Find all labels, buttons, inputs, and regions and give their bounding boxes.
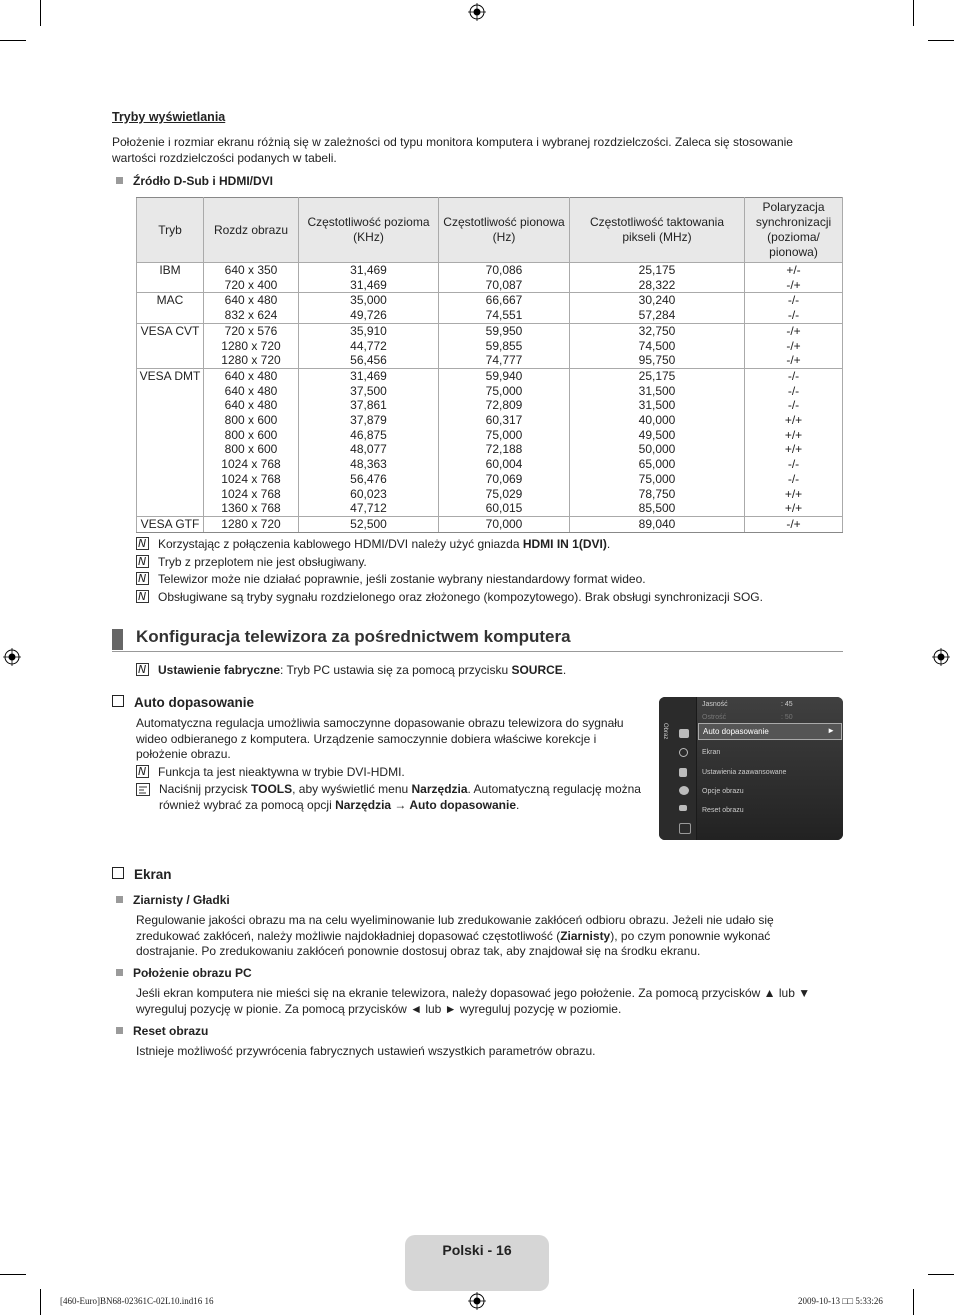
polarity-cell (745, 263, 843, 293)
menu-item-brightness: Jasność (702, 701, 728, 708)
screen-heading-text: Ekran (134, 867, 172, 882)
polarity-cell (745, 323, 843, 368)
vfreq-value: 66,667 (485, 293, 523, 308)
arrow-right-icon: ► (827, 726, 835, 735)
registration-mark-icon (932, 648, 950, 666)
note-text: Obsługiwane są tryby sygnału rozdzielonego oraz złożonego (kompozytowego). Brak obsługi synchronizacji SOG. (158, 590, 763, 604)
mode-value: MAC (156, 293, 184, 308)
resolution-value: 720 x 400 (224, 277, 278, 292)
mode-value: VESA GTF (140, 516, 200, 531)
polarity-value: -/- (787, 383, 800, 398)
menu-item-brightness-value: : 45 (781, 701, 793, 708)
polarity-value: -/+ (786, 516, 801, 531)
hfreq-value: 47,712 (350, 501, 387, 516)
pixel-clock-cell (570, 263, 745, 293)
vfreq-value: 74,777 (485, 353, 523, 368)
mode-cell (137, 368, 204, 516)
polarity-value: +/- (786, 263, 801, 277)
resolution-value: 640 x 480 (224, 398, 278, 413)
note-text: Tryb z przeplotem nie jest obsługiwany. (158, 555, 367, 569)
note-text: . (606, 537, 611, 551)
resolution-value: 640 x 480 (224, 368, 278, 383)
pc-position-text: Jeśli ekran komputera nie mieści się na ekranie telewizora, należy dopasować jego położenie. Za pomocą przycisków ▲ lub ▼ wyreguluj pozycję w pionie. Za pomocą przycisków ◄ lub ► wyreguluj pozycję w poziomie. (136, 986, 811, 1016)
menu-items (697, 697, 843, 840)
source-label-text: Źródło D-Sub i HDMI/DVI (133, 174, 273, 188)
vfreq-value: 75,000 (485, 427, 523, 442)
section-title: Konfiguracja telewizora za pośrednictwem komputera (136, 627, 571, 646)
coarse-fine-bold: Ziarnisty (560, 928, 611, 943)
resolution-cell (204, 323, 299, 368)
resolution-value: 1024 x 768 (221, 457, 281, 472)
pixel-clock-value: 65,000 (638, 457, 676, 472)
vfreq-value: 59,950 (485, 323, 523, 338)
coarse-fine-title (116, 893, 230, 907)
polarity-value: +/+ (784, 413, 803, 428)
support-icon (679, 823, 691, 834)
polarity-value: -/- (787, 308, 800, 323)
vfreq-value: 70,087 (485, 277, 523, 292)
note-bold: Ustawienie fabryczne (158, 663, 281, 677)
note-factory (136, 663, 566, 678)
bullet-square-icon (116, 969, 123, 976)
vfreq-value: 60,004 (485, 457, 523, 472)
crop-mark (913, 0, 914, 26)
resolution-value: 1360 x 768 (221, 501, 281, 516)
display-modes-intro: Położenie i rozmiar ekranu różnią się w zależności od typu monitora komputera i wybranej rozdzielczości. Zaleca się stosowanie wartości rozdzielczości podanych w tabeli. (112, 135, 793, 165)
resolution-value: 800 x 600 (224, 413, 278, 428)
pixel-clock-cell (570, 323, 745, 368)
tools-text: . Automatyczną regulację można również wybrać za pomocą opcji (159, 782, 641, 812)
hfreq-cell (299, 293, 439, 323)
hfreq-value: 35,000 (350, 293, 387, 308)
note-icon (136, 663, 149, 676)
resolution-value: 1024 x 768 (221, 486, 281, 501)
note-text: Telewizor może nie działać poprawnie, jeśli zostanie wybrany niestandardowy format wideo. (158, 572, 646, 586)
hfreq-value: 48,363 (350, 457, 387, 472)
note-interlace (136, 555, 367, 570)
screen-heading (112, 867, 172, 882)
menu-item-sharpness-value: : 50 (781, 714, 793, 721)
resolution-value: 800 x 600 (224, 427, 278, 442)
mode-value: IBM (159, 263, 181, 277)
col-header-mode: Tryb (137, 198, 204, 263)
polarity-value: -/+ (786, 323, 801, 338)
crop-mark (40, 1289, 41, 1315)
hfreq-value: 35,910 (350, 323, 387, 338)
registration-mark-icon (468, 1292, 486, 1310)
polarity-value: +/+ (784, 427, 803, 442)
tools-text: Naciśnij przycisk (159, 782, 252, 796)
menu-item-picture-reset[interactable]: Reset obrazu (702, 807, 744, 814)
hfreq-value: 44,772 (350, 338, 387, 353)
file-info: [460-Euro]BN68-02361C-02L10.ind16 16 (60, 1296, 214, 1306)
hfreq-value: 37,879 (350, 413, 387, 428)
col-header-resolution: Rozdz obrazu (204, 198, 299, 263)
vfreq-value: 59,855 (485, 338, 523, 353)
registration-mark-icon (3, 648, 21, 666)
hfreq-value: 56,456 (350, 353, 387, 368)
pixel-clock-value: 32,750 (638, 323, 676, 338)
checkbox-square-icon (112, 867, 124, 879)
resolution-value: 640 x 480 (224, 383, 278, 398)
pixel-clock-value: 30,240 (638, 293, 676, 308)
pixel-clock-value: 85,500 (638, 501, 676, 516)
auto-adjust-desc: Automatyczna regulacja umożliwia samoczynne dopasowanie obrazu telewizora do sygnału wideo odbieranego z komputera. Urządzenie samoczynnie dobiera właściwe korekcje i położenie obrazu. (136, 716, 624, 761)
hfreq-value: 48,077 (350, 442, 387, 457)
polarity-cell (745, 368, 843, 516)
resolution-value: 1280 x 720 (221, 353, 281, 368)
polarity-value: -/- (787, 368, 800, 383)
vfreq-cell (439, 293, 570, 323)
col-header-polarity: Polaryzacja synchronizacji (pozioma/ pionowa) (745, 198, 843, 263)
mode-cell (137, 263, 204, 293)
hfreq-value: 37,500 (350, 383, 387, 398)
tools-bold: Narzędzia → Auto dopasowanie (335, 797, 516, 812)
polarity-cell (745, 516, 843, 532)
pixel-clock-value: 57,284 (638, 308, 676, 323)
picture-reset-text: Istnieje możliwość przywrócenia fabrycznych ustawień wszystkich parametrów obrazu. (136, 1044, 596, 1058)
tools-bold: TOOLS (251, 782, 293, 796)
vfreq-value: 59,940 (485, 368, 523, 383)
resolution-cell (204, 263, 299, 293)
menu-sidebar (659, 697, 696, 840)
vfreq-value: 74,551 (485, 308, 523, 323)
coarse-fine-title-text: Ziarnisty / Gładki (133, 893, 230, 907)
resolution-value: 800 x 600 (224, 442, 278, 457)
polarity-value: -/+ (786, 353, 801, 368)
bullet-square-icon (116, 896, 123, 903)
col-header-pixel-clock: Częstotliwość taktowania pikseli (MHz) (570, 198, 745, 263)
page-number: Polski - 16 (442, 1242, 512, 1258)
pixel-clock-value: 78,750 (638, 486, 676, 501)
registration-mark-icon (468, 3, 486, 21)
polarity-value: -/- (787, 293, 800, 308)
col-header-vfreq: Częstotliwość pionowa (Hz) (439, 198, 570, 263)
tools-tip (136, 782, 656, 813)
mode-cell (137, 516, 204, 532)
hfreq-value: 52,500 (350, 516, 387, 531)
hfreq-value: 46,875 (350, 427, 387, 442)
vfreq-value: 75,029 (485, 486, 523, 501)
pixel-clock-cell (570, 293, 745, 323)
polarity-value: +/+ (784, 442, 803, 457)
checkbox-square-icon (112, 695, 124, 707)
pixel-clock-value: 95,750 (638, 353, 676, 368)
tools-bold: Narzędzia (411, 782, 468, 796)
resolution-value: 720 x 576 (224, 323, 278, 338)
resolution-value: 1024 x 768 (221, 471, 281, 486)
source-label (116, 174, 273, 188)
menu-item-picture-options[interactable]: Opcje obrazu (702, 788, 744, 795)
col-header-hfreq: Częstotliwość pozioma (KHz) (299, 198, 439, 263)
hfreq-value: 31,469 (350, 368, 387, 383)
hfreq-value: 60,023 (350, 486, 387, 501)
hfreq-cell (299, 263, 439, 293)
table-row (137, 293, 843, 323)
hfreq-value: 31,469 (350, 277, 387, 292)
resolution-cell (204, 293, 299, 323)
vfreq-cell (439, 323, 570, 368)
vfreq-value: 75,000 (485, 383, 523, 398)
note-icon (136, 765, 149, 778)
section-divider (112, 651, 843, 652)
hfreq-cell (299, 323, 439, 368)
menu-item-sharpness: Ostrość (702, 714, 727, 721)
section-bar (112, 629, 123, 650)
note-hdmi (136, 537, 610, 552)
vfreq-value: 60,317 (485, 413, 523, 428)
table-row (137, 323, 843, 368)
coarse-fine-text (136, 913, 796, 960)
crop-mark (0, 40, 26, 41)
pixel-clock-value: 75,000 (638, 471, 676, 486)
bullet-square-icon (116, 177, 123, 184)
hfreq-value: 56,476 (350, 471, 387, 486)
tools-remote-icon (136, 783, 150, 796)
note-text: : Tryb PC ustawia się za pomocą przycisku (280, 663, 512, 677)
hfreq-value: 49,726 (350, 308, 387, 323)
pixel-clock-value: 49,500 (638, 427, 676, 442)
resolution-value: 1280 x 720 (221, 516, 281, 531)
menu-item-auto-adjust: Auto dopasowanie (703, 727, 769, 736)
polarity-value: -/- (787, 398, 800, 413)
note-icon (136, 590, 149, 603)
vfreq-value: 60,015 (485, 501, 523, 516)
pixel-clock-cell (570, 516, 745, 532)
pixel-clock-cell (570, 368, 745, 516)
note-icon (136, 555, 149, 568)
table-row (137, 368, 843, 516)
vfreq-cell (439, 368, 570, 516)
tools-text: . (516, 797, 520, 812)
picture-icon (679, 729, 689, 738)
note-icon (136, 537, 149, 550)
coarse-fine-text-part: ), po czym ponownie wykonać dostrajanie. Po zredukowaniu zakłóceń ponownie dostosuj obraz tak, aby znajdował się na środku ekranu. (136, 928, 771, 958)
display-modes-table (136, 197, 843, 533)
crop-mark (928, 40, 954, 41)
resolution-value: 832 x 624 (224, 308, 278, 323)
note-bold: HDMI IN 1(DVI) (522, 537, 607, 551)
input-icon (679, 805, 687, 811)
hfreq-cell (299, 516, 439, 532)
note-sync (136, 590, 763, 605)
pixel-clock-value: 40,000 (638, 413, 676, 428)
coarse-fine-text-part: Regulowanie jakości obrazu ma na celu wyeliminowanie lub zredukowanie zakłóceń odbioru obrazu. Jeżeli nie udało się zredukować zakłóceń, należy możliwie najdokładniej dopasować częstotliwość ( (136, 913, 774, 943)
polarity-cell (745, 293, 843, 323)
crop-mark (913, 1289, 914, 1315)
pixel-clock-value: 50,000 (638, 442, 676, 457)
auto-adjust-heading (112, 695, 254, 710)
tv-menu-screenshot (659, 697, 843, 840)
note-text: . (562, 663, 567, 677)
note-icon (136, 572, 149, 585)
resolution-value: 640 x 480 (224, 293, 278, 308)
channel-icon (679, 768, 687, 777)
table-row (137, 516, 843, 532)
polarity-value: -/- (787, 471, 800, 486)
resolution-value: 1280 x 720 (221, 338, 281, 353)
note-text: Korzystając z połączenia kablowego HDMI/DVI należy użyć gniazda (158, 537, 523, 551)
polarity-value: -/+ (786, 338, 801, 353)
mode-value: VESA DMT (139, 368, 201, 383)
auto-adjust-heading-text: Auto dopasowanie (134, 695, 255, 710)
vfreq-value: 70,069 (485, 471, 523, 486)
pixel-clock-value: 25,175 (638, 368, 676, 383)
vfreq-value: 70,000 (485, 516, 523, 531)
tools-text: , aby wyświetlić menu (292, 782, 412, 796)
pixel-clock-value: 25,175 (638, 263, 676, 277)
vfreq-cell (439, 516, 570, 532)
hfreq-value: 31,469 (350, 263, 387, 277)
crop-mark (40, 0, 41, 26)
display-modes-title: Tryby wyświetlania (112, 110, 226, 124)
pixel-clock-value: 74,500 (638, 338, 676, 353)
crop-mark (0, 1274, 26, 1275)
hfreq-value: 37,861 (350, 398, 387, 413)
mode-value: VESA CVT (140, 323, 200, 338)
pixel-clock-value: 28,322 (638, 277, 676, 292)
menu-side-label: Obraz (662, 723, 668, 740)
note-text: Funkcja ta jest nieaktywna w trybie DVI-HDMI. (158, 765, 405, 779)
pc-position-title-text: Położenie obrazu PC (133, 966, 252, 980)
picture-reset-title-text: Reset obrazu (133, 1024, 209, 1038)
resolution-value: 640 x 350 (224, 263, 278, 277)
resolution-cell (204, 516, 299, 532)
vfreq-value: 72,188 (485, 442, 523, 457)
polarity-value: +/+ (784, 486, 803, 501)
polarity-value: +/+ (784, 501, 803, 516)
note-nonstandard (136, 572, 646, 587)
sound-icon (679, 748, 688, 757)
pixel-clock-value: 31,500 (638, 383, 676, 398)
resolution-cell (204, 368, 299, 516)
menu-item-screen[interactable]: Ekran (702, 749, 721, 756)
hfreq-cell (299, 368, 439, 516)
note-bold: SOURCE (511, 663, 563, 677)
note-dvi (136, 765, 405, 780)
vfreq-value: 70,086 (485, 263, 523, 277)
bullet-square-icon (116, 1027, 123, 1034)
vfreq-cell (439, 263, 570, 293)
vfreq-value: 72,809 (485, 398, 523, 413)
setup-gear-icon (679, 786, 689, 795)
pixel-clock-value: 31,500 (638, 398, 676, 413)
mode-cell (137, 293, 204, 323)
polarity-value: -/- (787, 457, 800, 472)
table-header-row (137, 198, 843, 263)
table-row (137, 263, 843, 293)
menu-item-selected[interactable] (698, 723, 842, 740)
pc-position-title (116, 966, 252, 980)
menu-item-advanced[interactable]: Ustawienia zaawansowane (702, 769, 787, 776)
print-date: 2009-10-13 □□ 5:33:26 (798, 1296, 883, 1306)
crop-mark (928, 1274, 954, 1275)
picture-reset-title (116, 1024, 208, 1038)
mode-cell (137, 323, 204, 368)
polarity-value: -/+ (786, 277, 801, 292)
pixel-clock-value: 89,040 (638, 516, 676, 531)
